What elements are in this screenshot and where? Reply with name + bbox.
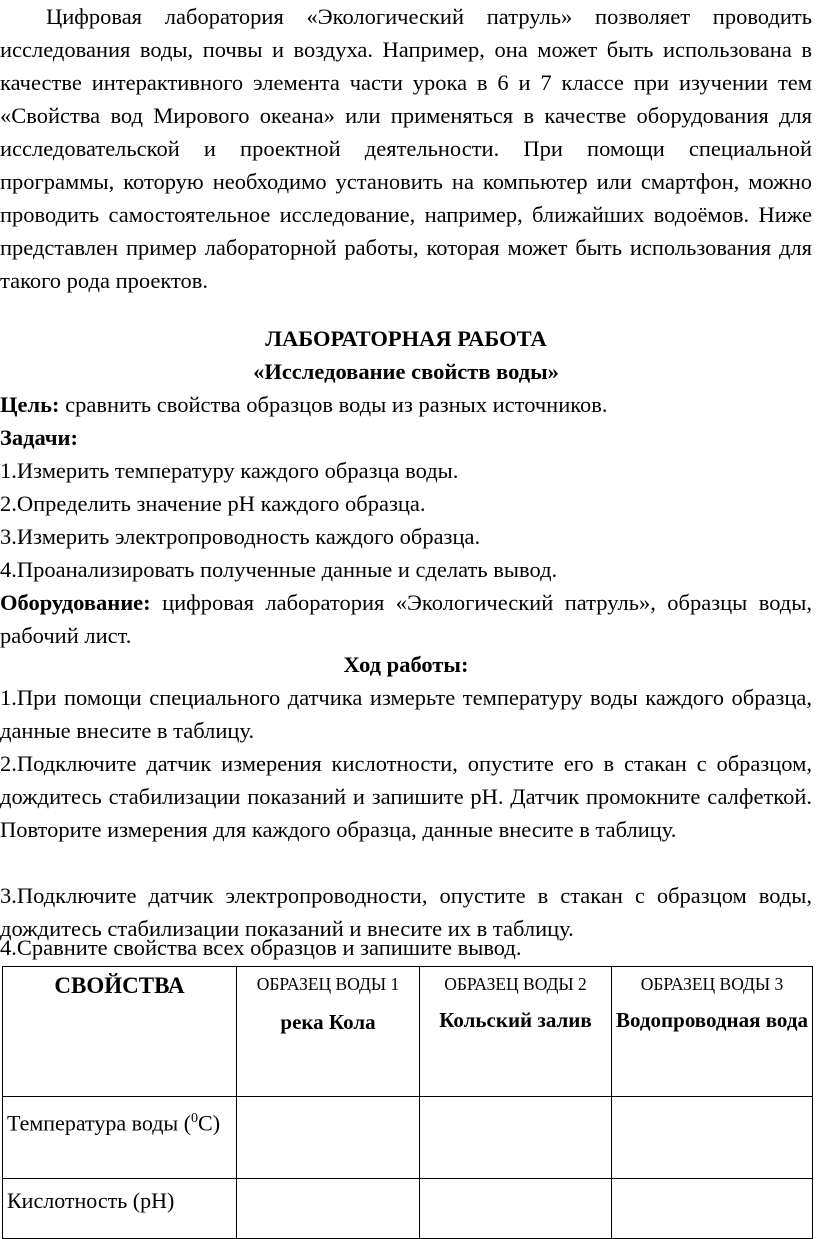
table-header-row [3, 967, 813, 1097]
procedure-step: 4.Сравните свойства всех образцов и запишите вывод. [0, 935, 522, 960]
lab-title: ЛАБОРАТОРНАЯ РАБОТА [265, 326, 547, 351]
row-label-acidity: Кислотность (pH) [3, 1179, 237, 1239]
goal-label: Цель: [0, 392, 60, 417]
tasks-label: Задачи: [0, 425, 79, 450]
task-item: 3.Измерить электропроводность каждого образца. [0, 524, 481, 549]
intro-paragraph: Цифровая лаборатория «Экологический патруль» позволяет проводить исследования воды, почвы и воздуха. Например, она может быть использована в качестве интерактивного элемента части урока в 6 и 7 классе при изучении тем «Свойства вод Мирового океана» или применяться в качестве оборудования для исследовательской и проектной деятельности. При помощи специальной программы, которую необходимо установить на компьютер или смартфон, можно проводить самостоятельное исследование, например, ближайших водоёмов. Ниже представлен пример лабораторной работы, которая может быть использования для такого рода проектов. [0, 4, 812, 293]
table-cell [237, 1179, 420, 1239]
sample-label: ОБРАЗЕЦ ВОДЫ 3 [640, 974, 784, 994]
table-cell [237, 1097, 420, 1179]
sample-label: ОБРАЗЕЦ ВОДЫ 2 [444, 974, 587, 994]
header-cell-properties [3, 967, 237, 1097]
task-item: 1.Измерить температуру каждого образца воды. [0, 458, 459, 483]
task-item: 2.Определить значение pH каждого образца. [0, 491, 426, 516]
row-label-temperature: Температура воды ($^0$С) [3, 1097, 237, 1179]
table-row [3, 1097, 813, 1179]
sample-place: Кольский залив [439, 1008, 592, 1032]
procedure-step: 3.Подключите датчик электропроводности, опустите в стакан с образцом воды, дождитесь стабилизации показаний и внесите их в таблицу. [0, 883, 812, 941]
table-cell [612, 1097, 813, 1179]
sample-place: Водопроводная вода [616, 1008, 808, 1032]
equipment-label: Оборудование: [0, 590, 151, 615]
header-cell-sample-3 [612, 967, 813, 1097]
table-cell [420, 1179, 612, 1239]
procedure-step: 2.Подключите датчик измерения кислотности, опустите его в стакан с образцом, дождитесь стабилизации показаний и запишите pH. Датчик промокните салфеткой. Повторите измерения для каждого образца, данные внесите в таблицу. [0, 751, 812, 842]
table-cell [420, 1097, 612, 1179]
header-cell-sample-1 [237, 967, 420, 1097]
table-cell [612, 1179, 813, 1239]
sample-label: ОБРАЗЕЦ ВОДЫ 1 [256, 974, 400, 994]
lab-subtitle: «Исследование свойств воды» [253, 359, 559, 384]
header-cell-sample-2 [420, 967, 612, 1097]
equipment-text: цифровая лаборатория «Экологический патруль», образцы воды, рабочий лист. [0, 590, 812, 648]
properties-table [2, 966, 813, 1239]
goal-text: сравнить свойства образцов воды из разных источников. [59, 392, 608, 417]
procedure-step: 1.При помощи специального датчика измерьте температуру воды каждого образца, данные внесите в таблицу. [0, 685, 812, 743]
goal-line [0, 388, 816, 421]
equipment-line [0, 586, 816, 652]
task-item: 4.Проанализировать полученные данные и сделать вывод. [0, 557, 558, 582]
header-properties: СВОЙСТВА [54, 973, 185, 998]
sample-place: река Кола [280, 1010, 376, 1034]
table-row [3, 1179, 813, 1239]
procedure-heading: Ход работы: [343, 652, 469, 677]
